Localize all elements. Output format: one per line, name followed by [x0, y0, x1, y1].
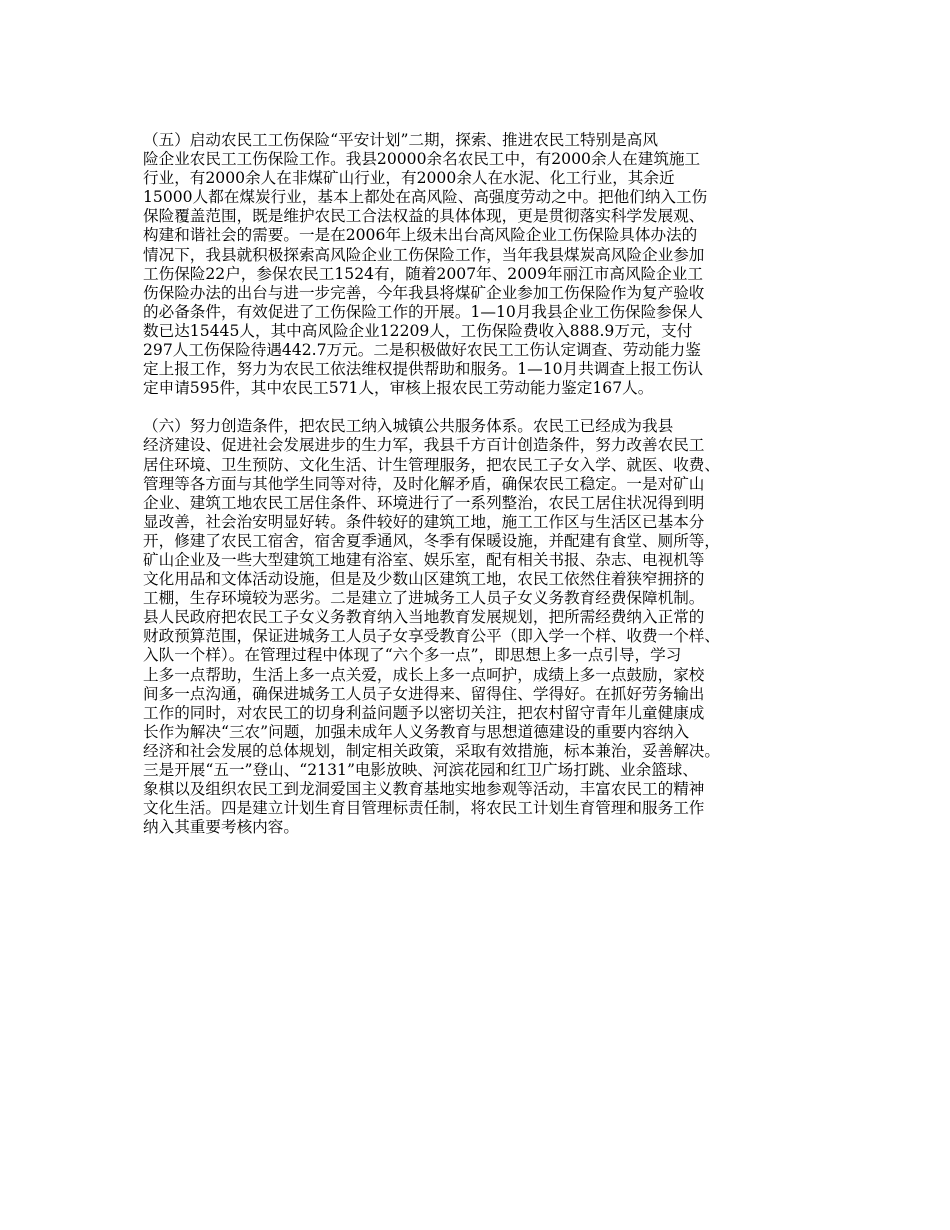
text-line: 工作的同时，对农民工的切身利益问题予以密切关注，把农村留守青年儿童健康成	[143, 703, 705, 722]
text-line: 15000人都在煤炭行业，基本上都处在高风险、高强度劳动之中。把他们纳入工伤	[143, 188, 708, 207]
text-line: 定申请595件，其中农民工571人，审核上报农民工劳动能力鉴定167人。	[143, 379, 654, 398]
text-line: 间多一点沟通，确保进城务工人员子女进得来、留得住、学得好。在抓好劳务输出	[143, 684, 705, 703]
text-line: 伤保险办法的出台与进一步完善，今年我县将煤矿企业参加工伤保险作为复产验收	[143, 283, 705, 302]
text-line: 经济建设、促进社会发展进步的生力军，我县千方百计创造条件，努力改善农民工	[143, 436, 705, 455]
text-line: 工伤保险22户，参保农民工1524有，随着2007年、2009年丽江市高风险企业工	[143, 264, 703, 283]
text-line: 财政预算范围，保证进城务工人员子女享受教育公平（即入学一个样、收费一个样、	[143, 627, 720, 646]
text-line: 县人民政府把农民工子女义务教育纳入当地教育发展规划，把所需经费纳入正常的	[143, 608, 705, 627]
text-line: 险企业农民工工伤保险工作。我县20000余名农民工中，有2000余人在建筑施工	[143, 150, 701, 169]
text-line: （五）启动农民工工伤保险“平安计划”二期，探索、推进农民工特别是高风	[143, 131, 658, 149]
text-line: 居住环境、卫生预防、文化生活、计生管理服务，把农民工子女入学、就医、收费、	[143, 455, 720, 474]
text-line: 297人工伤保险待遇442.7万元。二是积极做好农民工工伤认定调查、劳动能力鉴	[143, 341, 701, 360]
text-line: 企业、建筑工地农民工居住条件、环境进行了一系列整治，农民工居住状况得到明	[143, 493, 705, 512]
text-line: 文化用品和文体活动设施，但是及少数山区建筑工地，农民工依然住着狭窄拥挤的	[143, 570, 705, 589]
text-line: 入队一个样）。在管理过程中体现了“六个多一点”，即思想上多一点引导，学习	[143, 646, 682, 665]
text-line: 定上报工作，努力为农民工依法维权提供帮助和服务。1—10月共调查上报工伤认	[143, 360, 703, 379]
text-line: 开，修建了农民工宿舍，宿舍夏季通风，冬季有保暖设施，并配建有食堂、厕所等，	[143, 531, 720, 550]
text-line: 构建和谐社会的需要。一是在2006年上级未出台高风险企业工伤保险具体办法的	[143, 226, 698, 245]
text-line: 行业，有2000余人在非煤矿山行业，有2000余人在水泥、化工行业，其余近	[143, 169, 675, 188]
text-line: 文化生活。四是建立计划生育目管理标责任制，将农民工计划生育管理和服务工作	[143, 799, 705, 818]
text-line: 长作为解决“三农”问题，加强未成年人义务教育与思想道德建设的重要内容纳入	[143, 722, 690, 741]
text-line: （六）努力创造条件，把农民工纳入城镇公共服务体系。农民工已经成为我县	[143, 417, 674, 436]
text-line: 三是开展“五一”登山、“2131”电影放映、河滨花园和红卫广场打跳、业余篮球、	[143, 761, 698, 779]
text-line: 上多一点帮助，生活上多一点关爱，成长上多一点呵护，成绩上多一点鼓励，家校	[143, 665, 705, 684]
text-line: 情况下，我县就积极探索高风险企业工伤保险工作，当年我县煤炭高风险企业参加	[143, 245, 705, 264]
document-page	[143, 131, 823, 837]
text-line: 纳入其重要考核内容。	[143, 818, 299, 837]
paragraph-work-injury-insurance	[143, 131, 823, 398]
text-line: 的必备条件，有效促进了工伤保险工作的开展。1—10月我县企业工伤保险参保人	[143, 302, 703, 321]
paragraph-public-services	[143, 417, 823, 837]
text-line: 工棚，生存环境较为恶劣。二是建立了进城务工人员子女义务教育经费保障机制。	[143, 589, 705, 608]
text-line: 数已达15445人，其中高风险企业12209人，工伤保险费收入888.9万元，支付	[143, 321, 693, 340]
text-line: 管理等各方面与其他学生同等对待，及时化解矛盾，确保农民工稳定。一是对矿山	[143, 474, 705, 493]
text-line: 象棋以及组织农民工到龙洞爱国主义教育基地实地参观等活动，丰富农民工的精神	[143, 780, 705, 799]
text-line: 经济和社会发展的总体规划，制定相关政策，采取有效措施，标本兼治，妥善解决。	[143, 741, 720, 760]
text-line: 保险覆盖范围，既是维护农民工合法权益的具体体现，更是贯彻落实科学发展观、	[143, 207, 705, 226]
text-line: 显改善，社会治安明显好转。条件较好的建筑工地，施工工作区与生活区已基本分	[143, 512, 705, 531]
text-line: 矿山企业及一些大型建筑工地建有浴室、娱乐室，配有相关书报、杂志、电视机等	[143, 550, 705, 569]
